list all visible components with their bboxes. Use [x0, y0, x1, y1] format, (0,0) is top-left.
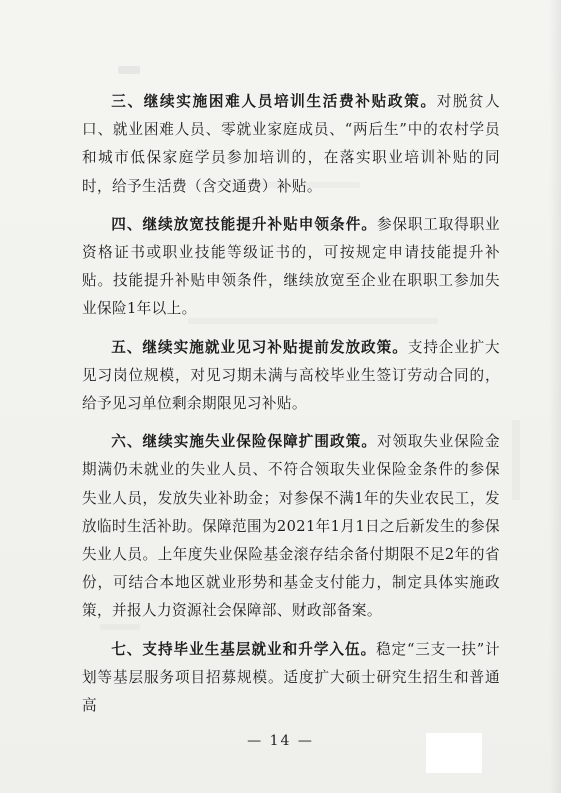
paragraph-heading: 三、继续实施困难人员培训生活费补贴政策。 — [111, 93, 437, 110]
bleed-through-mark — [512, 420, 520, 500]
page-edge-shadow — [549, 0, 561, 793]
page-number: — 14 — — [247, 733, 314, 749]
body-text — [82, 88, 500, 730]
paragraph-6 — [82, 428, 500, 625]
paragraph-4 — [82, 211, 500, 324]
paragraph-heading: 六、继续实施失业保险保障扩围政策。 — [111, 433, 377, 451]
paragraph-body: 支持企业扩大见习岗位规模，对见习期未满与高校毕业生签订劳动合同的，给予见习单位剩余期限见习补贴。 — [82, 338, 501, 413]
paragraph-body: 对领取失业保险金期满仍未就业的失业人员、不符合领取失业保险金条件的参保失业人员，发放失业补助金；对参保不满1年的失业农民工，发放临时生活补助。保障范围为2021年1月1日之后新发生的参保失业人员。上年度失业保险基金滚存结余备付期限不足2年的省份，可结合本地区就业形势和基金支付能力，制定具体实施政策，并报人力资源社会保障部、财政部备案。 — [82, 433, 501, 620]
paragraph-heading: 五、继续实施就业见习补贴提前发放政策。 — [111, 338, 408, 356]
paragraph-7 — [82, 636, 500, 721]
paragraph-body: 参保职工取得职业资格证书或职业技能等级证书的，可按规定申请技能提升补贴。技能提升补贴申领条件，继续放宽至企业在职职工参加失业保险1年以上。 — [82, 215, 501, 318]
paragraph-heading: 四、继续放宽技能提升补贴申领条件。 — [111, 215, 377, 233]
paragraph-3 — [82, 88, 500, 201]
paragraph-body: 稳定“三支一扶”计划等基层服务项目招募规模。适度扩大硕士研究生招生和普通高 — [82, 640, 500, 715]
paragraph-5 — [82, 334, 500, 419]
bleed-through-mark — [118, 66, 140, 74]
paragraph-body: 对脱贫人口、就业困难人员、零就业家庭成员、“两后生”中的农村学员和城市低保家庭学员参加培训的，在落实职业培训补贴的同时，给予生活费（含交通费）补贴。 — [82, 93, 500, 195]
redaction-box — [426, 733, 482, 773]
paragraph-heading: 七、支持毕业生基层就业和升学入伍。 — [111, 640, 377, 658]
